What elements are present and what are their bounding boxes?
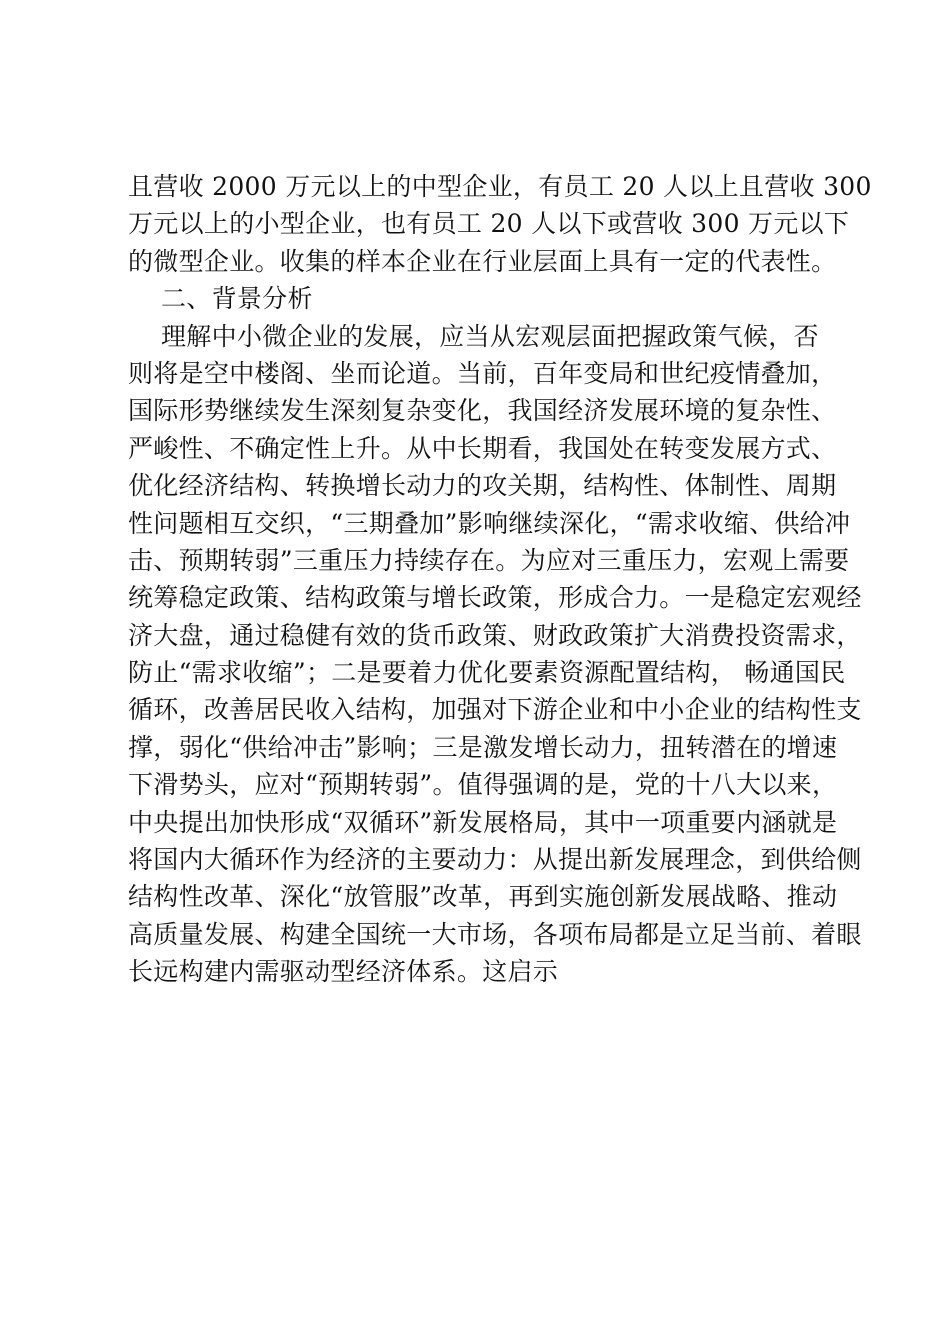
text-line: 国际形势继续发生深刻复杂变化，我国经济发展环境的复杂性、 [128, 396, 837, 426]
text-line: 防止“需求收缩”；二是要着力优化要素资源配置结构， 畅通国民 [128, 658, 846, 688]
text-line: 优化经济结构、转换增长动力的攻关期，结构性、体制性、周期 [128, 471, 837, 501]
text-line: 则将是空中楼阁、坐而论道。当前，百年变局和世纪疫情叠加， [128, 358, 837, 388]
text-line: 万元以上的小型企业，也有员工 20 人以下或营收 300 万元以下 [128, 209, 850, 239]
text-line: 将国内大循环作为经济的主要动力：从提出新发展理念，到供给侧 [128, 845, 862, 875]
text-line: 统筹稳定政策、结构政策与增长政策，形成合力。一是稳定宏观经 [128, 583, 862, 613]
text-line: 理解中小微企业的发展，应当从宏观层面把握政策气候，否 [128, 321, 819, 351]
text-line: 下滑势头，应对“预期转弱”。值得强调的是，党的十八大以来， [128, 770, 838, 800]
text-line: 且营收 2000 万元以上的中型企业，有员工 20 人以上且营收 300 [128, 172, 872, 201]
text-line: 性问题相互交织，“三期叠加”影响继续深化，“需求收缩、供给冲 [128, 508, 851, 538]
text-line: 高质量发展、构建全国统一大市场，各项布局都是立足当前、着眼 [128, 919, 862, 949]
body-text [128, 168, 872, 991]
section-heading: 二、背景分析 [128, 284, 313, 314]
text-line: 撑，弱化“供给冲击”影响；三是激发增长动力，扭转潜在的增速 [128, 732, 838, 762]
text-line: 循环，改善居民收入结构，加强对下游企业和中小企业的结构性支 [128, 695, 862, 725]
text-line: 中央提出加快形成“双循环”新发展格局，其中一项重要内涵就是 [128, 807, 838, 837]
text-line: 结构性改革、深化“放管服”改革，再到实施创新发展战略、推动 [128, 882, 838, 912]
text-line: 济大盘，通过稳健有效的货币政策、财政政策扩大消费投资需求， [128, 620, 862, 650]
text-line: 的微型企业。收集的样本企业在行业层面上具有一定的代表性。 [128, 246, 837, 276]
text-line: 击、预期转弱”三重压力持续存在。为应对三重压力，宏观上需要 [128, 545, 850, 575]
text-line: 长远构建内需驱动型经济体系。这启示 [128, 957, 559, 987]
text-line: 严峻性、不确定性上升。从中长期看，我国处在转变发展方式、 [128, 433, 837, 463]
